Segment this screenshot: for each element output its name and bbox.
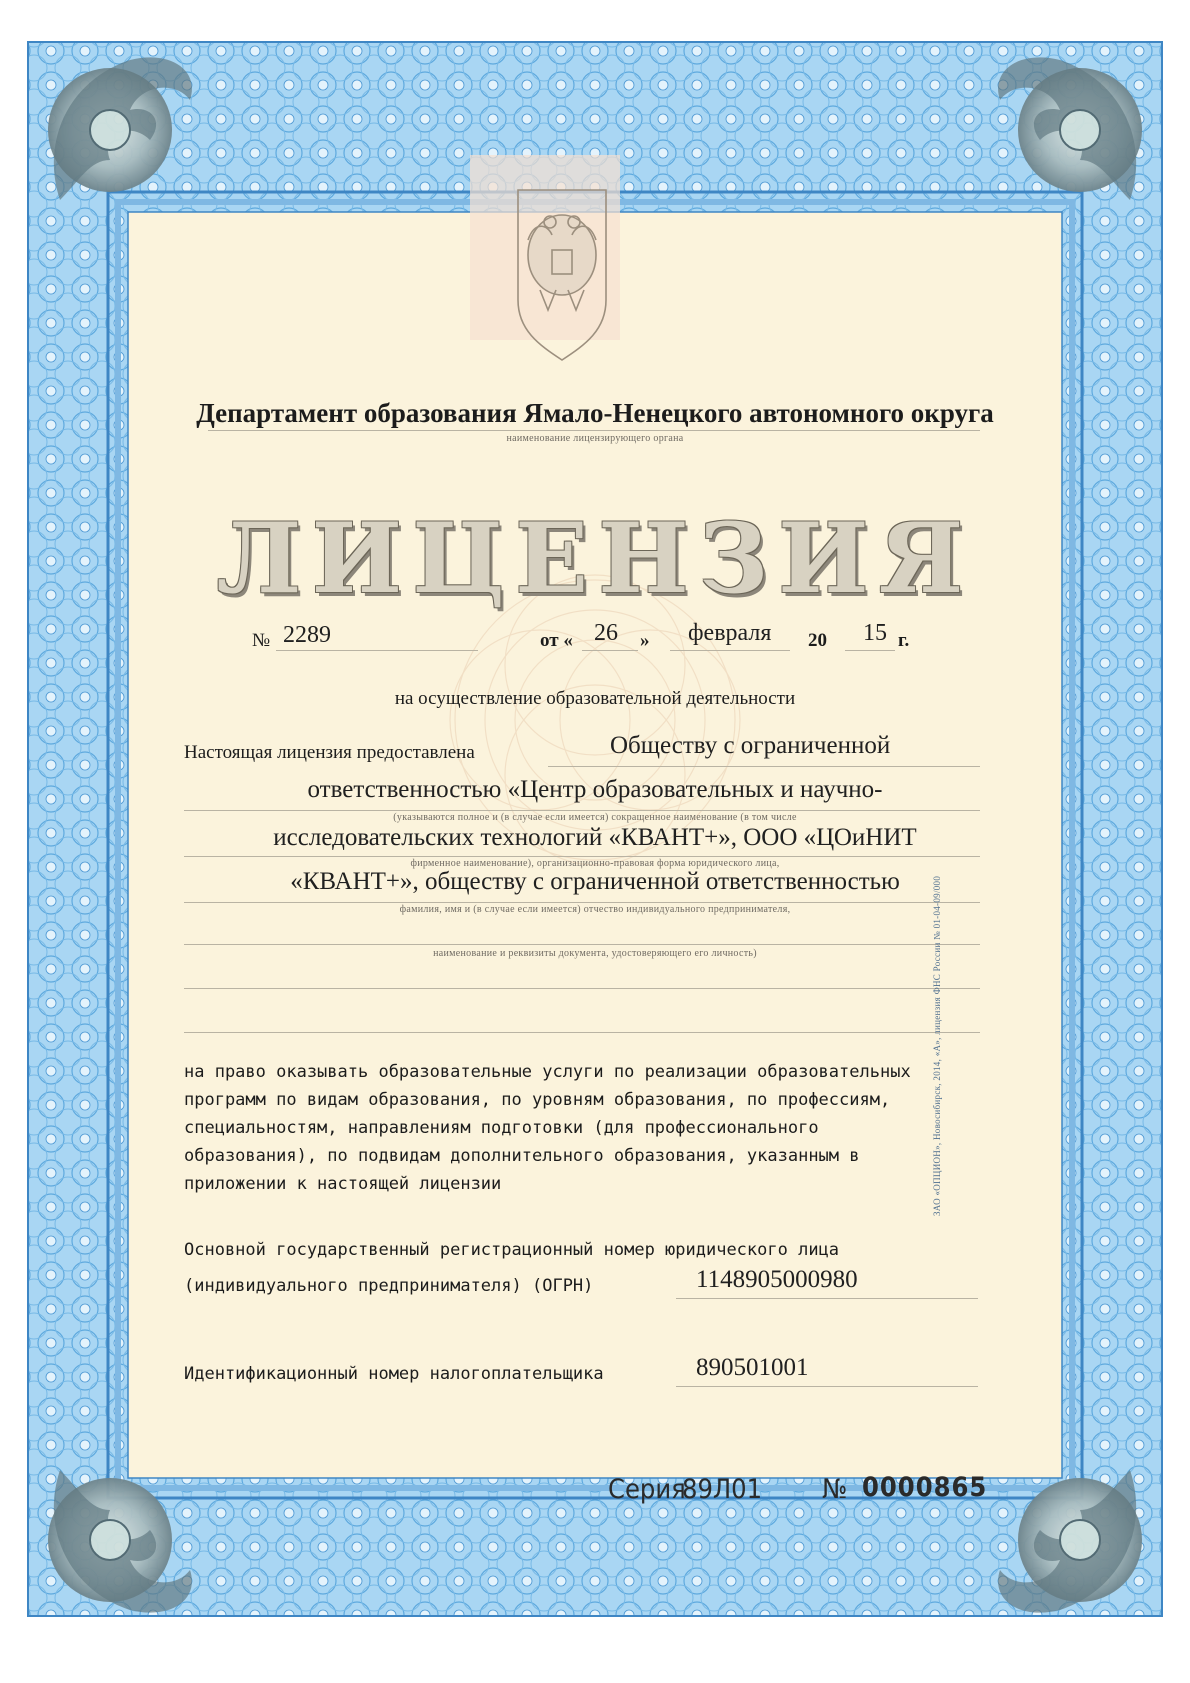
rights-line-3: специальностям, направлениям подготовки (для профессионального [184,1118,819,1138]
year-mark: г. [898,630,910,651]
rights-line-1: на право оказывать образовательные услуги по реализации образовательных [184,1062,911,1082]
day-underline [582,650,638,651]
rights-paragraph [184,1058,911,1198]
rights-line-4: образования), по подвидам дополнительного образования, указанным в [184,1146,860,1166]
form-series: 89Л01 [682,1474,763,1505]
grantee-intro: Настоящая лицензия предоставлена [184,742,475,763]
rights-line-5: приложении к настоящей лицензии [184,1174,502,1194]
grantee-caption-4: наименование и реквизиты документа, удостоверяющего его личность) [433,948,757,959]
grantee-caption-3: фамилия, имя и (в случае если имеется) отчество индивидуального предпринимателя, [399,904,791,915]
license-number-label: № [252,630,271,651]
date-prefix: от « [540,630,573,651]
printer-note: ЗАО «ОПЦИОН», Новосибирск, 2014, «А», лицензия ФНС России № 01-04-09/000 [932,875,942,1216]
ogrn-label-line-1: Основной государственный регистрационный номер юридического лица [184,1240,840,1260]
document-title: ЛИЦЕНЗИЯ [216,502,974,615]
grantee-caption-2: фирменное наименование), организационно-правовая форма юридического лица, [410,858,780,869]
year-underline [845,650,895,651]
month-underline [670,650,790,651]
grantee-underline-4 [184,902,980,903]
ogrn-value: 1148905000980 [696,1266,858,1293]
ogrn-underline [676,1298,978,1299]
grantee-underline-5 [184,944,980,945]
grantee-underline-2 [184,810,980,811]
inn-value: 890501001 [696,1354,809,1381]
grantee-line-3: исследовательских технологий «КВАНТ+», ООО «ЦОиНИТ [273,824,917,851]
license-purpose: на осуществление образовательной деятельности [394,688,796,709]
issuer-caption: наименование лицензирующего органа [506,433,684,444]
year-prefix: 20 [808,630,827,651]
form-series-label: Серия [608,1474,686,1505]
license-year: 15 [863,620,887,646]
grantee-line-2: ответственностью «Центр образовательных и научно- [307,776,883,803]
rights-line-2: программ по видам образования, по уровням образования, по профессиям, [184,1090,891,1110]
date-day-close: » [640,630,650,651]
grantee-line-1: Обществу с ограниченной [610,732,891,759]
license-day: 26 [594,620,618,646]
license-number: 2289 [283,622,331,648]
grantee-underline-7 [184,1032,980,1033]
grantee-line-4: «КВАНТ+», обществу с ограниченной ответственностью [290,868,900,895]
form-number-label: № [822,1474,848,1505]
ogrn-label-line-2: (индивидуального предпринимателя) (ОГРН) [184,1276,594,1296]
grantee-underline-6 [184,988,980,989]
form-number: 0000865 [862,1472,988,1503]
grantee-underline-1 [548,766,980,767]
number-underline [276,650,478,651]
license-month: февраля [688,620,772,646]
inn-underline [676,1386,978,1387]
inn-label: Идентификационный номер налогоплательщика [184,1364,604,1384]
grantee-caption-1: (указываются полное и (в случае если имеется) сокращенное наименование (в том числе [393,812,797,823]
grantee-underline-3 [184,856,980,857]
issuer-name: Департамент образования Ямало-Ненецкого автономного округа [196,398,994,428]
issuer-underline [208,430,980,431]
